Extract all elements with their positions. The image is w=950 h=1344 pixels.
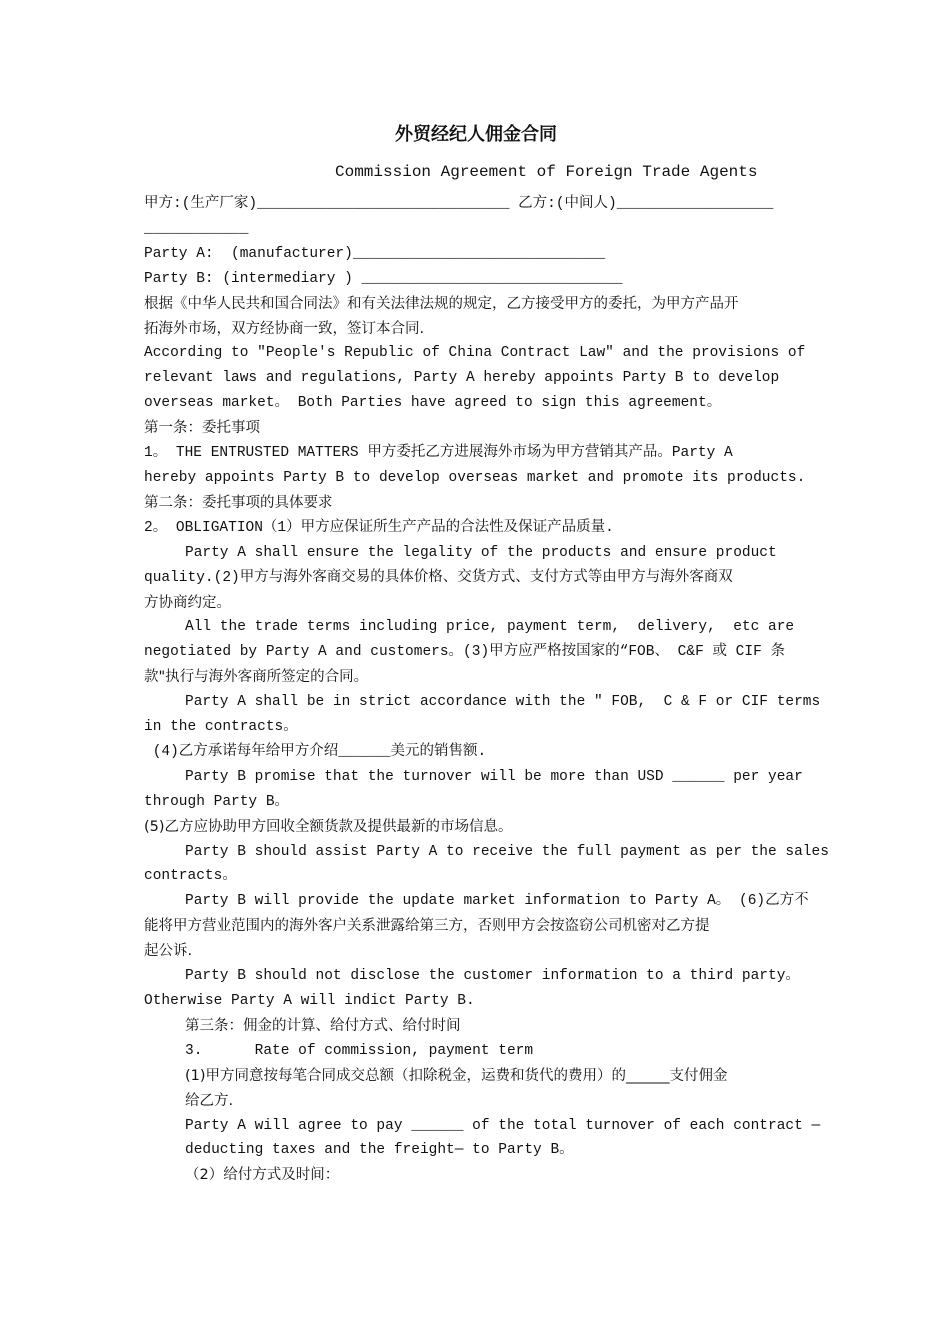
- line-party-a-en: Party A: (manufacturer)_____________________________: [144, 245, 606, 262]
- line-preamble-cn-1: 根据《中华人民共和国合同法》和有关法律法规的规定，乙方接受甲方的委托，为甲方产品开: [144, 295, 739, 312]
- line-article-2-5: All the trade terms including price, payment term, delivery, etc are: [185, 619, 795, 636]
- line-article-2-8: Party A shall be in strict accordance with the " FOB, C & F or CIF terms: [185, 694, 821, 711]
- line-article-3-2: (1)甲方同意按每笔合同成交总额（扣除税金，运费和货代的费用）的______支付佣金: [185, 1067, 728, 1084]
- heading-article-1: 第一条：委托事项: [144, 420, 260, 437]
- line-article-2-1: 2。 OBLIGATION（1）甲方应保证所生产产品的合法性及保证产品质量.: [144, 519, 614, 536]
- line-article-3-1: 3. Rate of commission, payment term: [185, 1042, 534, 1059]
- line-article-2-7: 款"执行与海外客商所签定的合同。: [144, 669, 369, 686]
- line-article-2-3: quality.(2)甲方与海外客商交易的具体价格、交货方式、支付方式等由甲方与海外客商双: [144, 569, 733, 586]
- line-article-2-17: 能将甲方营业范围内的海外客户关系泄露给第三方，否则甲方会按盗窃公司机密对乙方提: [144, 918, 710, 935]
- line-party-a-b-cn: 甲方:(生产厂家)_____________________________ 乙方:(中间人)__________________: [144, 196, 774, 212]
- line-article-2-20: Otherwise Party A will indict Party B.: [144, 993, 475, 1009]
- line-article-2-16: Party B will provide the update market information to Party A。 (6)乙方不: [185, 893, 809, 910]
- line-article-2-9: in the contracts。: [144, 719, 298, 736]
- document-subtitle: Commission Agreement of Foreign Trade Agents: [335, 163, 758, 181]
- line-article-2-15: contracts。: [144, 868, 237, 885]
- line-preamble-cn-2: 拓海外市场，双方经协商一致，签订本合同.: [144, 320, 425, 337]
- line-article-3-3: 给乙方.: [185, 1092, 234, 1109]
- line-article-2-10: (4)乙方承诺每年给甲方介绍______美元的销售额.: [144, 743, 487, 760]
- line-underline-cont: ____________: [144, 220, 249, 237]
- line-article-2-11: Party B promise that the turnover will be more than USD ______ per year: [185, 768, 803, 785]
- line-article-2-19: Party B should not disclose the customer information to a third party。: [185, 968, 800, 985]
- line-article-2-4: 方协商约定。: [144, 594, 231, 611]
- line-article-2-6: negotiated by Party A and customers。(3)甲方应严格按国家的“FOB、 C&F 或 CIF 条: [144, 644, 785, 661]
- heading-article-3: 第三条：佣金的计算、给付方式、给付时间: [185, 1017, 461, 1034]
- line-article-1-1: 1。 THE ENTRUSTED MATTERS 甲方委托乙方进展海外市场为甲方营销其产品。Party A: [144, 445, 733, 462]
- line-article-2-2: Party A shall ensure the legality of the products and ensure product: [185, 544, 777, 561]
- line-article-2-13: (5)乙方应协助甲方回收全额货款及提供最新的市场信息。: [144, 818, 513, 835]
- heading-article-2: 第二条：委托事项的具体要求: [144, 494, 333, 511]
- line-preamble-en-3: overseas market。 Both Parties have agreed to sign this agreement。: [144, 395, 722, 412]
- document-page: [144, 120, 829, 1188]
- line-party-b-en: Party B: (intermediary ) ______________________________: [144, 270, 623, 287]
- line-article-1-2: hereby appoints Party B to develop overseas market and promote its products.: [144, 469, 806, 486]
- line-article-3-5: deducting taxes and the freight— to Party B。: [185, 1142, 574, 1159]
- line-article-3-4: Party A will agree to pay ______ of the total turnover of each contract —: [185, 1117, 821, 1134]
- line-preamble-en-2: relevant laws and regulations, Party A hereby appoints Party B to develop: [144, 370, 780, 387]
- line-article-2-12: through Party B。: [144, 793, 290, 810]
- document-title: 外贸经纪人佣金合同: [395, 124, 557, 145]
- line-article-3-6: （2）给付方式及时间：: [185, 1167, 340, 1184]
- line-article-2-14: Party B should assist Party A to receive the full payment as per the sales: [185, 843, 829, 860]
- line-preamble-en-1: According to "People's Republic of China Contract Law" and the provisions of: [144, 345, 806, 362]
- line-article-2-18: 起公诉.: [144, 943, 193, 960]
